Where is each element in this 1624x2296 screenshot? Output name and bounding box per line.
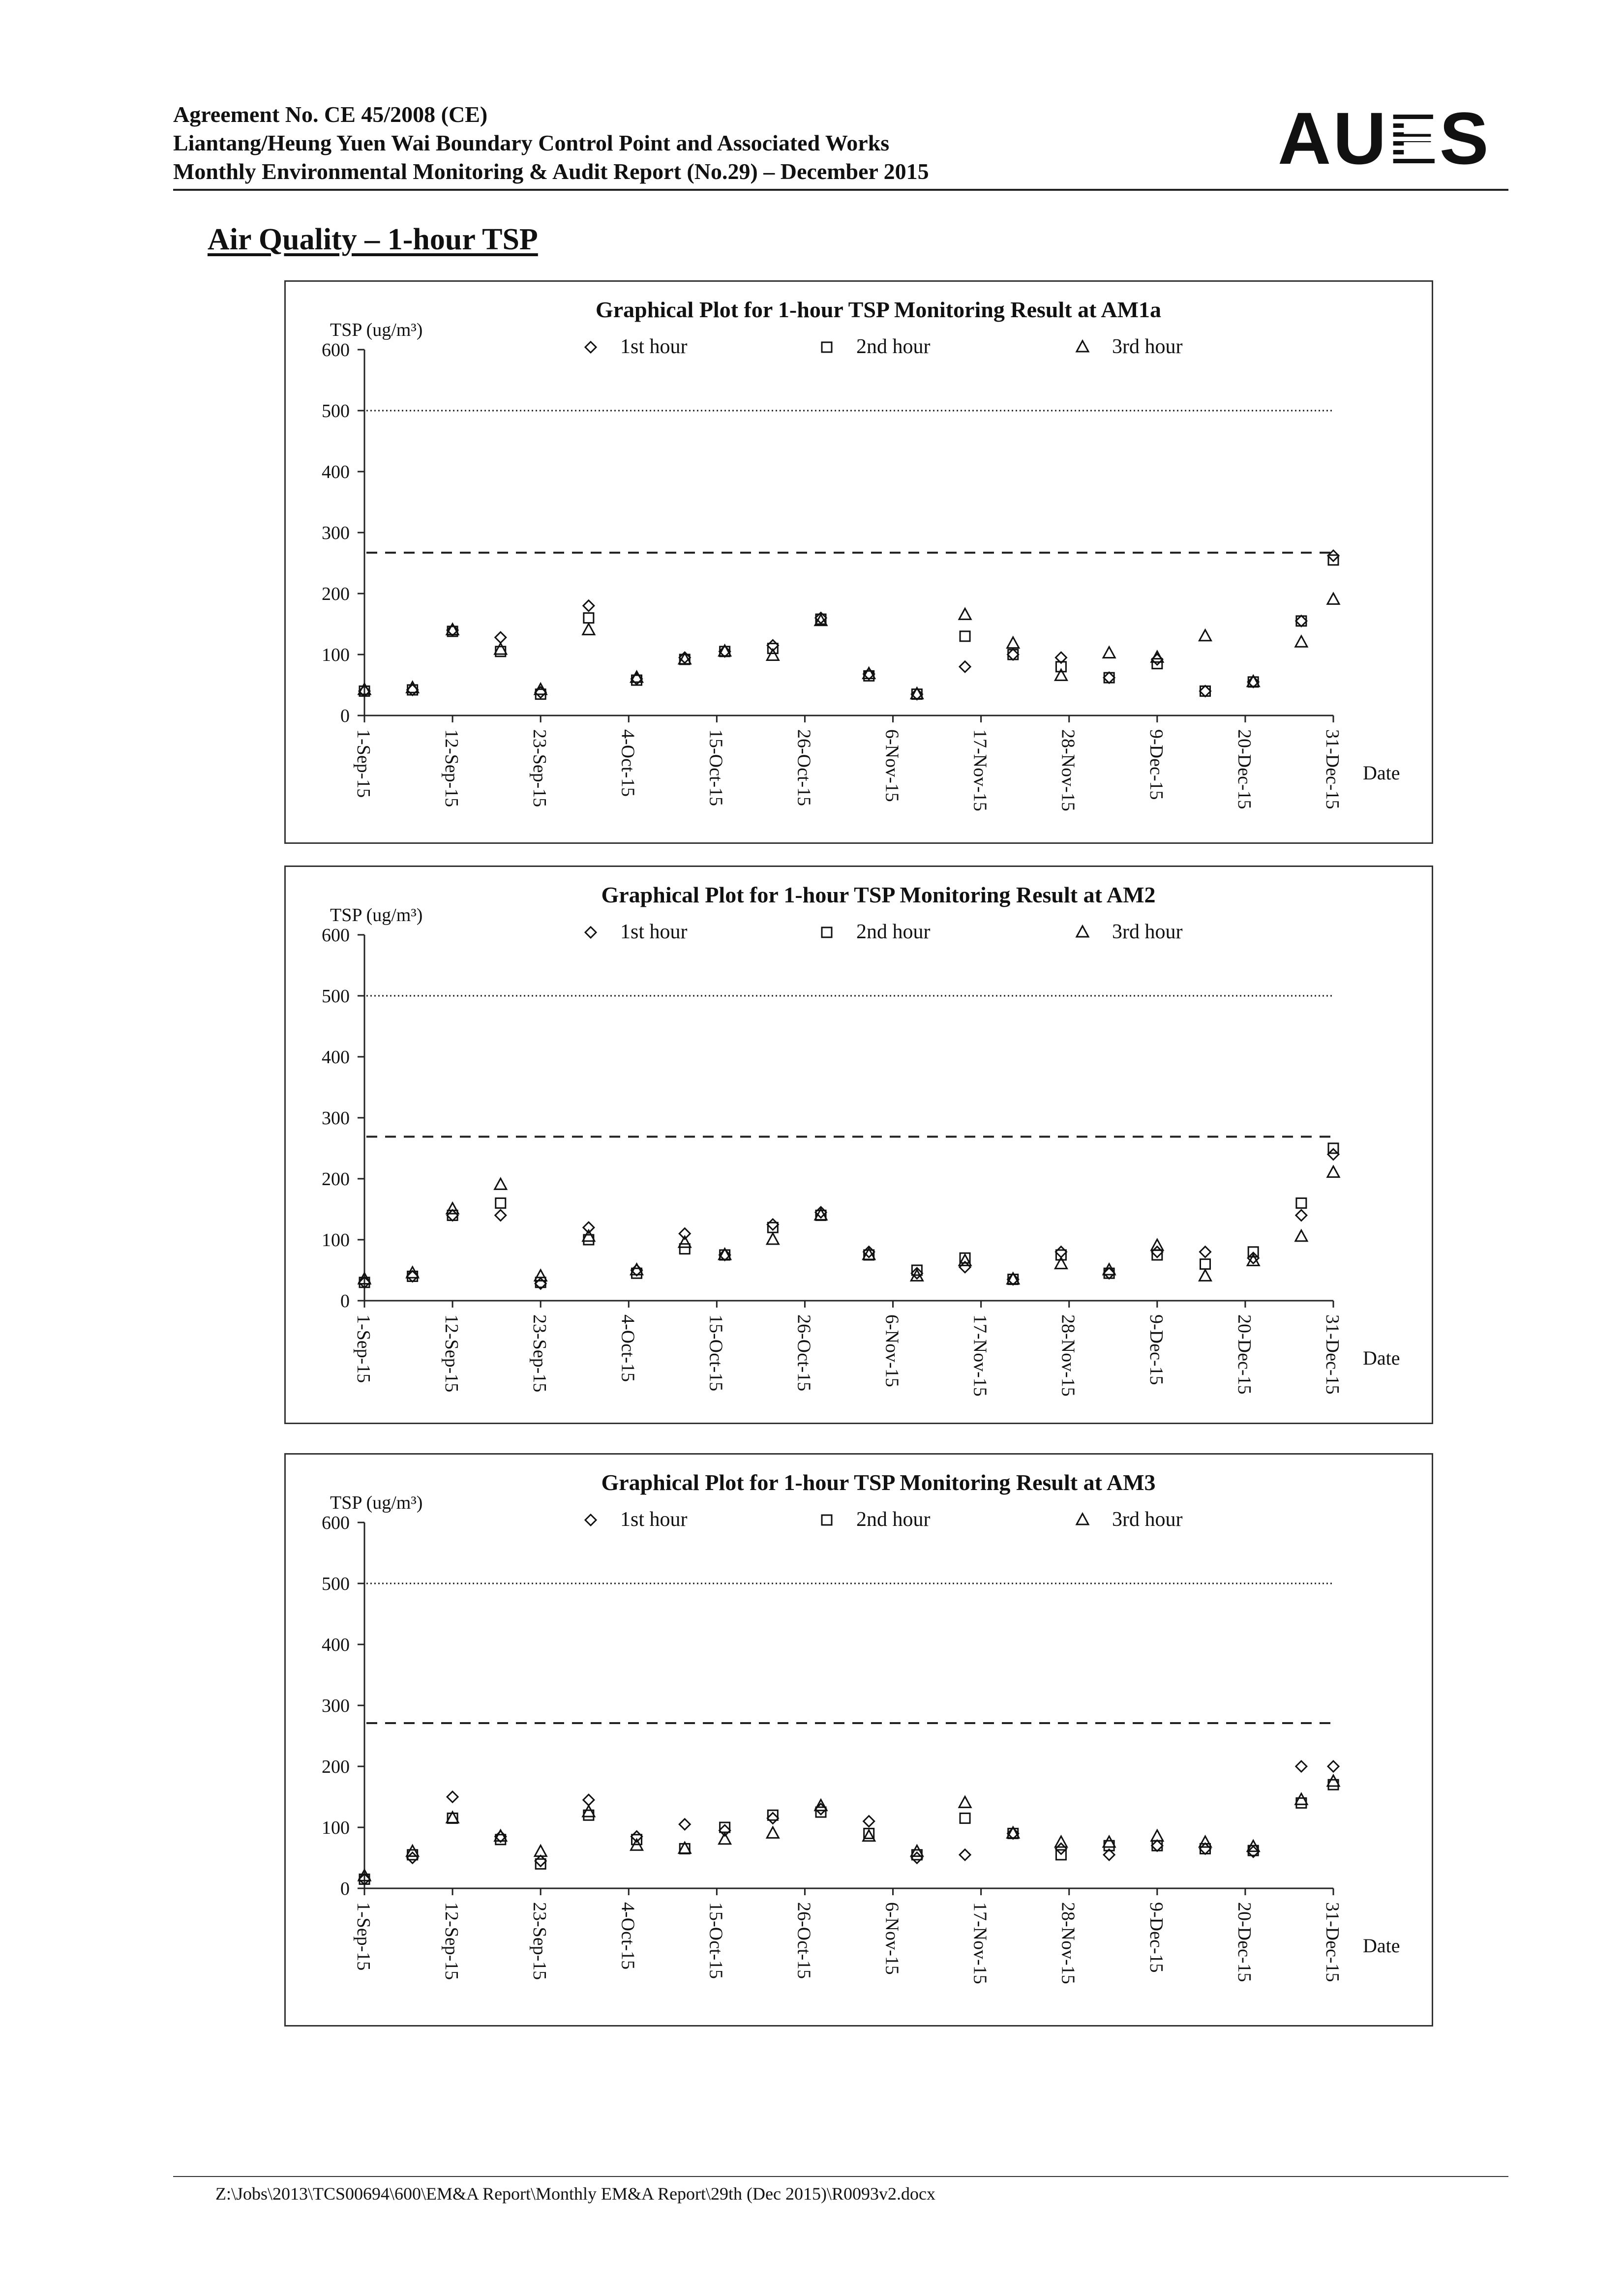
y-axis-label: TSP (ug/m³) [330,905,423,925]
file-path-footer: Z:\Jobs\2013\TCS00694\600\EM&A Report\Monthly EM&A Report\29th (Dec 2015)\R0093v2.docx [215,2184,935,2204]
data-point-diamond [864,1816,874,1827]
data-point-diamond [767,1219,778,1230]
y-tick-label: 0 [340,1879,350,1899]
data-point-triangle [959,1254,971,1265]
x-tick-label: 6-Nov-15 [881,729,902,802]
chart-title: Graphical Plot for 1-hour TSP Monitoring Result at AM2 [601,882,1156,907]
x-tick-label: 4-Oct-15 [617,1314,638,1382]
x-tick-label: 20-Dec-15 [1233,729,1255,809]
y-tick-label: 600 [322,340,350,360]
data-point-triangle [767,1233,779,1244]
data-point-diamond [1296,1210,1307,1221]
data-point-triangle [495,1178,507,1189]
data-point-square [768,1810,778,1820]
x-tick-label: 4-Oct-15 [617,1902,638,1970]
header-rule [173,189,1508,191]
x-tick-label: 9-Dec-15 [1145,729,1167,800]
legend-marker-triangle [1077,926,1088,937]
x-tick-label: 1-Sep-15 [353,1902,374,1971]
data-point-diamond [1328,1149,1339,1160]
x-tick-label: 31-Dec-15 [1322,1902,1343,1982]
chart-title: Graphical Plot for 1-hour TSP Monitoring Result at AM3 [601,1470,1156,1495]
x-tick-label: 23-Sep-15 [529,729,550,807]
series-diamond [359,1761,1339,1884]
data-point-triangle [583,1806,595,1817]
data-point-triangle [495,643,507,654]
data-point-square [584,613,594,623]
data-point-triangle [1327,1775,1339,1786]
data-point-square [1328,555,1338,565]
chart-am3 [284,1453,1433,2027]
series-triangle [359,1775,1339,1880]
data-point-diamond [960,661,970,672]
data-point-triangle [1327,1166,1339,1177]
legend-marker-diamond [585,927,596,938]
y-tick-label: 400 [322,462,350,482]
data-point-square [496,1198,506,1208]
y-tick-label: 500 [322,1574,350,1594]
y-tick-label: 400 [322,1047,350,1068]
x-tick-label: 28-Nov-15 [1057,1902,1079,1984]
data-point-diamond [1104,672,1114,683]
data-point-square [1296,616,1306,626]
chart-am2 [284,865,1433,1424]
chart-svg [286,282,1432,842]
data-point-triangle [447,1203,458,1214]
x-tick-label: 20-Dec-15 [1233,1314,1255,1395]
x-tick-label: 31-Dec-15 [1322,729,1343,809]
data-point-square [816,1807,826,1817]
legend-marker-square [822,1515,832,1525]
data-point-diamond [1200,686,1211,696]
y-tick-label: 600 [322,1513,350,1533]
data-point-triangle [1007,637,1019,648]
data-point-square [1008,650,1018,659]
data-point-diamond [583,600,594,611]
y-tick-label: 300 [322,1696,350,1716]
x-tick-label: 28-Nov-15 [1057,1314,1079,1397]
data-point-diamond [1152,1247,1163,1257]
data-point-triangle [1103,1836,1115,1847]
agreement-number: Agreement No. CE 45/2008 (CE) [173,102,488,127]
x-tick-label: 12-Sep-15 [441,1902,462,1980]
x-tick-label: 23-Sep-15 [529,1902,550,1980]
y-tick-label: 0 [340,1291,350,1312]
x-tick-label: 26-Oct-15 [793,1902,814,1979]
data-point-square [960,631,970,641]
x-tick-label: 12-Sep-15 [441,729,462,807]
data-point-triangle [1327,593,1339,604]
data-point-triangle [1200,630,1211,641]
data-point-square [1104,673,1114,683]
data-point-triangle [767,1827,779,1838]
y-tick-label: 300 [322,523,350,543]
x-tick-label: 31-Dec-15 [1322,1314,1343,1395]
x-axis-label: Date [1363,1347,1400,1369]
x-tick-label: 28-Nov-15 [1057,729,1079,811]
data-point-diamond [535,1855,546,1866]
aues-logo [1278,97,1491,179]
x-tick-label: 12-Sep-15 [441,1314,462,1393]
data-point-square [1201,686,1210,696]
chart-svg [286,867,1432,1423]
logo-text-e: E [1388,97,1440,179]
x-tick-label: 26-Oct-15 [793,729,814,806]
data-point-diamond [1200,1247,1211,1257]
y-tick-label: 200 [322,1169,350,1190]
data-point-triangle [1200,1836,1211,1847]
x-tick-label: 17-Nov-15 [969,729,991,811]
data-point-square [1152,1250,1162,1260]
data-point-diamond [1296,616,1307,626]
section-title: Air Quality – 1-hour TSP [208,223,538,256]
data-point-diamond [960,1849,970,1860]
x-tick-label: 6-Nov-15 [881,1902,902,1975]
x-tick-label: 26-Oct-15 [793,1314,814,1392]
x-tick-label: 17-Nov-15 [969,1902,991,1984]
legend-marker-diamond [585,342,596,353]
series-triangle [359,1166,1339,1284]
legend-label: 1st hour [620,335,688,358]
legend-label: 2nd hour [856,1508,931,1531]
x-tick-label: 1-Sep-15 [353,1314,374,1383]
data-point-triangle [959,1796,971,1807]
data-point-diamond [1328,1761,1339,1772]
x-tick-label: 15-Oct-15 [705,729,726,806]
data-point-square [1152,659,1162,669]
y-tick-label: 100 [322,1818,350,1838]
y-tick-label: 500 [322,401,350,421]
y-tick-label: 200 [322,584,350,604]
chart-svg [286,1455,1432,2025]
legend-label: 2nd hour [856,921,931,943]
data-point-triangle [1295,1793,1307,1804]
x-tick-label: 20-Dec-15 [1233,1902,1255,1982]
data-point-triangle [1055,1836,1067,1847]
x-axis-label: Date [1363,762,1400,784]
data-point-triangle [1295,636,1307,647]
series-diamond [359,1149,1339,1289]
data-point-diamond [911,1852,922,1863]
x-tick-label: 17-Nov-15 [969,1314,991,1397]
data-point-diamond [1200,1843,1211,1854]
y-tick-label: 600 [322,925,350,946]
data-point-diamond [495,632,506,643]
legend-label: 2nd hour [856,335,931,358]
data-point-square [1201,1259,1210,1269]
legend-label: 3rd hour [1112,921,1183,943]
data-point-square [1201,1844,1210,1853]
legend-label: 3rd hour [1112,335,1183,358]
data-point-diamond [447,1791,458,1802]
series-square [360,1780,1338,1884]
x-tick-label: 15-Oct-15 [705,1902,726,1979]
data-point-square [1296,1198,1306,1208]
x-tick-label: 1-Sep-15 [353,729,374,798]
project-name: Liantang/Heung Yuen Wai Boundary Control Point and Associated Works [173,130,890,155]
x-tick-label: 9-Dec-15 [1145,1902,1167,1973]
legend-label: 3rd hour [1112,1508,1183,1531]
data-point-square [1152,1841,1162,1850]
legend-label: 1st hour [620,921,688,943]
footer-rule [173,2176,1508,2177]
data-point-triangle [1295,1230,1307,1241]
series-square [360,555,1338,699]
data-point-diamond [407,1852,418,1863]
data-point-square [960,1813,970,1823]
data-point-triangle [407,1846,419,1856]
data-point-diamond [1055,1247,1066,1257]
data-point-diamond [1152,1840,1163,1851]
data-point-triangle [911,1846,923,1856]
data-point-triangle [1151,1239,1163,1250]
data-point-square [536,1859,545,1869]
y-tick-label: 300 [322,1108,350,1129]
data-point-triangle [1200,1270,1211,1281]
data-point-diamond [1008,649,1019,660]
data-point-diamond [495,1210,506,1221]
y-tick-label: 200 [322,1757,350,1777]
data-point-triangle [959,608,971,619]
data-point-diamond [583,1794,594,1805]
data-point-triangle [863,1830,875,1841]
data-point-diamond [679,1819,690,1830]
y-axis-label: TSP (ug/m³) [330,1492,423,1513]
chart-title: Graphical Plot for 1-hour TSP Monitoring Result at AM1a [595,297,1162,322]
x-axis-label: Date [1363,1935,1400,1957]
x-tick-label: 9-Dec-15 [1145,1314,1167,1385]
report-name: Monthly Environmental Monitoring & Audit Report (No.29) – December 2015 [173,159,929,184]
y-tick-label: 500 [322,986,350,1007]
data-point-diamond [767,1813,778,1823]
y-tick-label: 0 [340,706,350,726]
logo-text-s: S [1439,97,1491,179]
y-axis-label: TSP (ug/m³) [330,320,423,340]
legend-marker-triangle [1077,1514,1088,1524]
legend-marker-triangle [1077,341,1088,352]
data-point-square [448,1210,457,1220]
legend-marker-square [822,927,832,937]
series-diamond [359,550,1339,699]
data-point-triangle [583,624,595,634]
y-tick-label: 100 [322,645,350,665]
data-point-square [768,1223,778,1232]
x-tick-label: 15-Oct-15 [705,1314,726,1392]
data-point-square [680,1244,690,1254]
legend-marker-diamond [585,1515,596,1525]
logo-text-au: AU [1278,97,1388,179]
y-tick-label: 100 [322,1230,350,1251]
x-tick-label: 4-Oct-15 [617,729,638,797]
legend-label: 1st hour [620,1508,688,1531]
chart-am1a [284,280,1433,844]
data-point-diamond [1296,1761,1307,1772]
data-point-square [720,1822,730,1832]
data-point-diamond [447,1210,458,1221]
legend-marker-square [822,342,832,352]
data-point-diamond [1055,1843,1066,1854]
y-tick-label: 400 [322,1635,350,1655]
data-point-triangle [1103,647,1115,658]
x-tick-label: 6-Nov-15 [881,1314,902,1387]
x-tick-label: 23-Sep-15 [529,1314,550,1393]
